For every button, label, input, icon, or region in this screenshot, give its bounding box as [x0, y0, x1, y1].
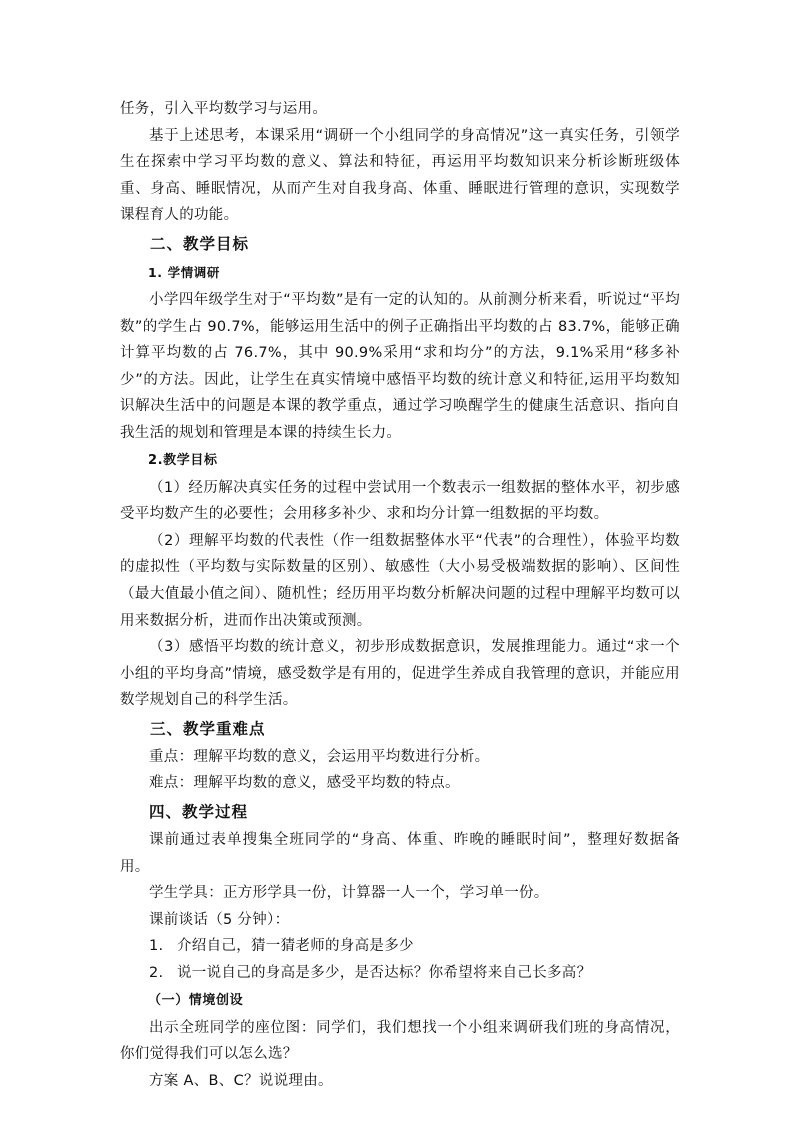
paragraph-scene: 出示全班同学的座位图：同学们，我们想找一个小组来调研我们班的身高情况，你们觉得我们可以怎么选？ — [120, 1019, 680, 1063]
paragraph-preclass: 课前通过表单搜集全班同学的“身高、体重、昨晚的睡眠时间”，整理好数据备用。 — [120, 832, 680, 875]
paragraph-tools: 学生学具：正方形学具一份，计算器一人一个，学习单一份。 — [149, 885, 549, 902]
heading-teaching-process: 四、教学过程 — [149, 803, 249, 822]
document-page — [120, 96, 680, 1094]
list-item-text: 说一说自己的身高是多少，是否达标？你希望将来自己长多高？ — [177, 965, 592, 982]
paragraph-learning-situation: 小学四年级学生对于“平均数”是有一定的认知的。从前测分析来看，听说过“平均数”的学生占 90.7%，能够运用生活中的例子正确指出平均数的占 83.7%，能够正确计算平均数的占 76.7%，其中 90.9%采用“求和均分”的方法，9.1%采用“移多补少”的方法。因此，让学生在真实情境中感悟平均数的统计意义和特征,运用平均数知识解决生活中的问题是本课的教学重点，通过学习唤醒学生的健康生活意识、指向自我生活的规划和管理是本课的持续生长力。 — [120, 291, 680, 441]
list-item-text: 介绍自己，猜一猜老师的身高是多少 — [177, 938, 414, 955]
heading-teaching-objectives: 2.教学目标 — [148, 452, 218, 468]
list-item-number: 1. — [149, 938, 164, 955]
list-item — [120, 933, 680, 960]
paragraph-plan: 方案 A、B、C？说说理由。 — [149, 1072, 333, 1089]
heading-scene-creation: （一）情境创设 — [148, 992, 244, 1008]
heading-teaching-goals: 二、教学目标 — [150, 234, 250, 253]
objective-2: （2）理解平均数的代表性（作一组数据整体水平“代表”的合理性），体验平均数的虚拟性（平均数与实际数量的区别）、敏感性（大小易受极端数据的影响）、区间性（最大值最小值之间）、随机性；经历用平均数分析解决问题的过程中理解平均数可以用来数据分析，进而作出决策或预测。 — [120, 532, 680, 629]
paragraph-intro-end: 任务，引入平均数学习与运用。 — [120, 101, 328, 117]
objective-3: （3）感悟平均数的统计意义，初步形成数据意识，发展推理能力。通过“求一个小组的平均身高”情境，感受数学是有用的，促进学生养成自我管理的意识，并能应用数学规划自己的科学生活。 — [120, 639, 680, 709]
paragraph-intro: 基于上述思考，本课采用“调研一个小组同学的身高情况”这一真实任务，引领学生在探索中学习平均数的意义、算法和特征，再运用平均数知识来分析诊断班级体重、身高、睡眠情况，从而产生对自我身高、体重、睡眠进行管理的意识，实现数学课程育人的功能。 — [120, 127, 680, 224]
heading-key-points: 三、教学重难点 — [150, 719, 266, 738]
list-item — [120, 960, 680, 987]
list-item-number: 2. — [149, 965, 164, 982]
heading-learning-situation: 1. 学情调研 — [148, 264, 220, 280]
key-point: 重点：理解平均数的意义，会运用平均数进行分析。 — [149, 748, 490, 765]
objective-1: （1）经历解决真实任务的过程中尝试用一个数表示一组数据的整体水平，初步感受平均数产生的必要性；会用移多补少、求和均分计算一组数据的平均数。 — [120, 479, 680, 523]
paragraph-chat: 课前谈话（5 分钟）： — [149, 911, 290, 928]
difficult-point: 难点：理解平均数的意义，感受平均数的特点。 — [149, 775, 460, 792]
